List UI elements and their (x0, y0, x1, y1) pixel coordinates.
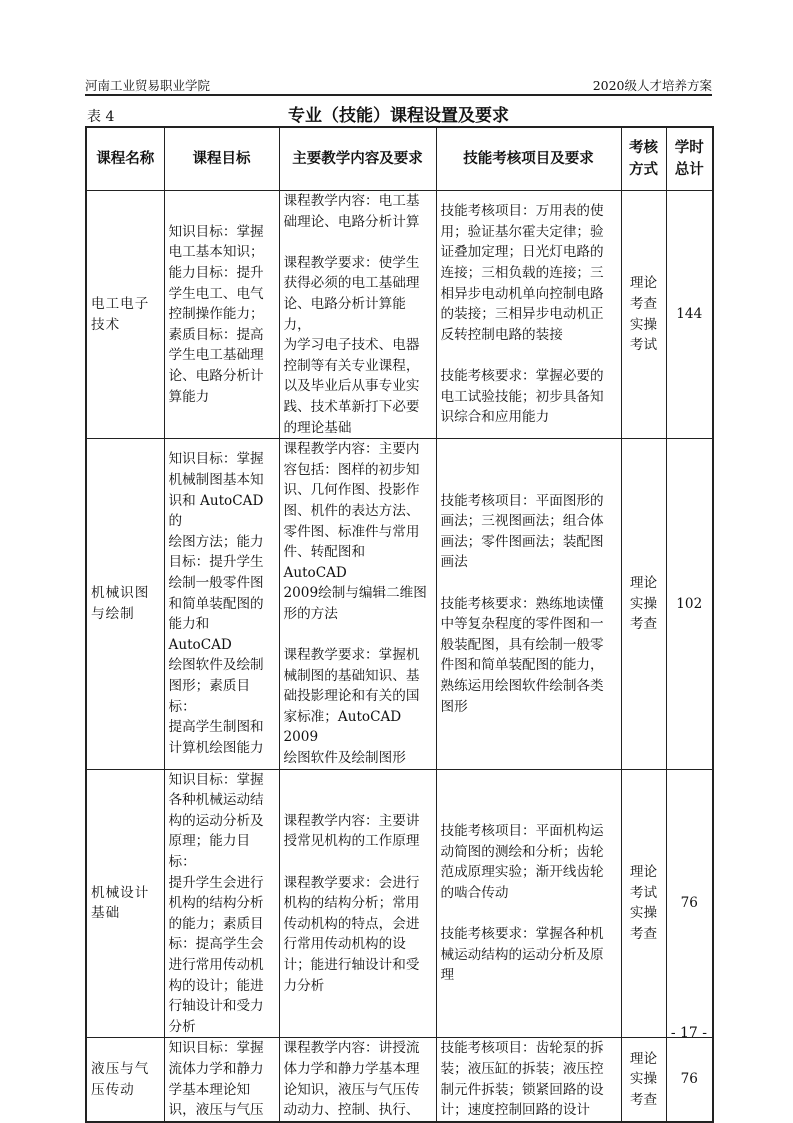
table-row (86, 439, 713, 770)
course-hours: 76 (666, 1038, 713, 1122)
col-hours: 学时 总计 (666, 127, 713, 191)
col-skill: 技能考核项目及要求 (436, 127, 621, 191)
course-goal: 知识目标：掌握 电工基本知识； 能力目标：提升 学生电工、电气 控制操作能力； 素质目标：提高 学生电工基础理 论、电路分析计 算能力 (164, 191, 279, 439)
course-skill: 技能考核项目：平面机构运 动简图的测绘和分析；齿轮 范成原理实验；渐开线齿轮 的啮合传动 技能考核要求：掌握各种机 械运动结构的运动分析及原 理 (436, 769, 621, 1038)
course-skill: 技能考核项目：平面图形的 画法；三视图画法；组合体 画法；零件图画法；装配图 画法 技能考核要求：熟练地读懂 中等复杂程度的零件图和一 般装配图，具有绘制一般零 件图和简单装配图的能力， 熟练运用绘图软件绘制各类 图形 (436, 439, 621, 770)
col-method: 考核 方式 (621, 127, 666, 191)
course-method: 理论 考查 实操 考试 (621, 191, 666, 439)
table-title: 专业（技能）课程设置及要求 (288, 106, 509, 126)
course-method: 理论 实操 考查 (621, 1038, 666, 1122)
table-row (86, 1038, 713, 1122)
course-name: 机械设计 基础 (86, 769, 164, 1038)
col-course-goal: 课程目标 (164, 127, 279, 191)
course-name: 液压与气 压传动 (86, 1038, 164, 1122)
page-number: - 17 - (670, 1025, 707, 1041)
course-method: 理论 考试 实操 考查 (621, 769, 666, 1038)
col-content: 主要教学内容及要求 (279, 127, 436, 191)
course-name: 电工电子 技术 (86, 191, 164, 439)
course-content: 课程教学内容：电工基 础理论、电路分析计算 课程教学要求：使学生 获得必须的电工基础理 论、电路分析计算能力， 为学习电子技术、电器 控制等有关专业课程， 以及毕业后从事专业实 践、技术革新打下必要 的理论基础 (279, 191, 436, 439)
table-row (86, 769, 713, 1038)
course-name: 机械识图 与绘制 (86, 439, 164, 770)
course-goal: 知识目标：掌握 机械制图基本知 识和 AutoCAD 的 绘图方法；能力 目标：提升学生 绘制一般零件图 和简单装配图的 能力和 AutoCAD 绘图软件及绘制 图形；素质目标： 提高学生制图和 计算机绘图能力 (164, 439, 279, 770)
course-content: 课程教学内容：主要内 容包括：图样的初步知 识、几何作图、投影作 图、机件的表达方法、 零件图、标准件与常用 件、转配图和 AutoCAD 2009绘制与编辑二维图 形的方法 课程教学要求：掌握机 械制图的基础知识、基 础投影理论和有关的国 家标准；AutoCAD 2009 绘图软件及绘制图形 (279, 439, 436, 770)
page-header (85, 74, 712, 96)
course-hours: 102 (666, 439, 713, 770)
course-hours: 76 (666, 769, 713, 1038)
table-number: 表 4 (87, 109, 115, 125)
course-skill: 技能考核项目：齿轮泵的拆 装；液压缸的拆装；液压控 制元件拆装；锁紧回路的设 计；速度控制回路的设计 (436, 1038, 621, 1122)
table-caption (85, 100, 712, 126)
header-plan: 2020级人才培养方案 (592, 78, 712, 93)
course-hours: 144 (666, 191, 713, 439)
table-header-row (86, 127, 713, 191)
course-goal: 知识目标：掌握 各种机械运动结 构的运动分析及 原理；能力目标： 提升学生会进行 机构的结构分析 的能力；素质目 标：提高学生会 进行常用传动机 构的设计；能进 行轴设计和受力 分析 (164, 769, 279, 1038)
course-content: 课程教学内容：讲授流 体力学和静力学基本理 论知识，液压与气压传 动动力、控制、执行、 (279, 1038, 436, 1122)
course-skill: 技能考核项目：万用表的使 用；验证基尔霍夫定律；验 证叠加定理；日光灯电路的 连接；三相负载的连接；三 相异步电动机单向控制电路 的装接；三相异步电动机正 反转控制电路的装接 技能考核要求：掌握必要的 电工试验技能；初步具备知 识综合和应用能力 (436, 191, 621, 439)
header-school: 河南工业贸易职业学院 (85, 78, 211, 93)
table-row (86, 191, 713, 439)
course-method: 理论 实操 考查 (621, 439, 666, 770)
course-content: 课程教学内容：主要讲 授常见机构的工作原理 课程教学要求：会进行 机构的结构分析；常用 传动机构的特点，会进 行常用传动机构的设 计；能进行轴设计和受 力分析 (279, 769, 436, 1038)
col-course-name: 课程名称 (86, 127, 164, 191)
course-goal: 知识目标：掌握 流体力学和静力 学基本理论知 识，液压与气压 (164, 1038, 279, 1122)
course-table (85, 126, 714, 1123)
